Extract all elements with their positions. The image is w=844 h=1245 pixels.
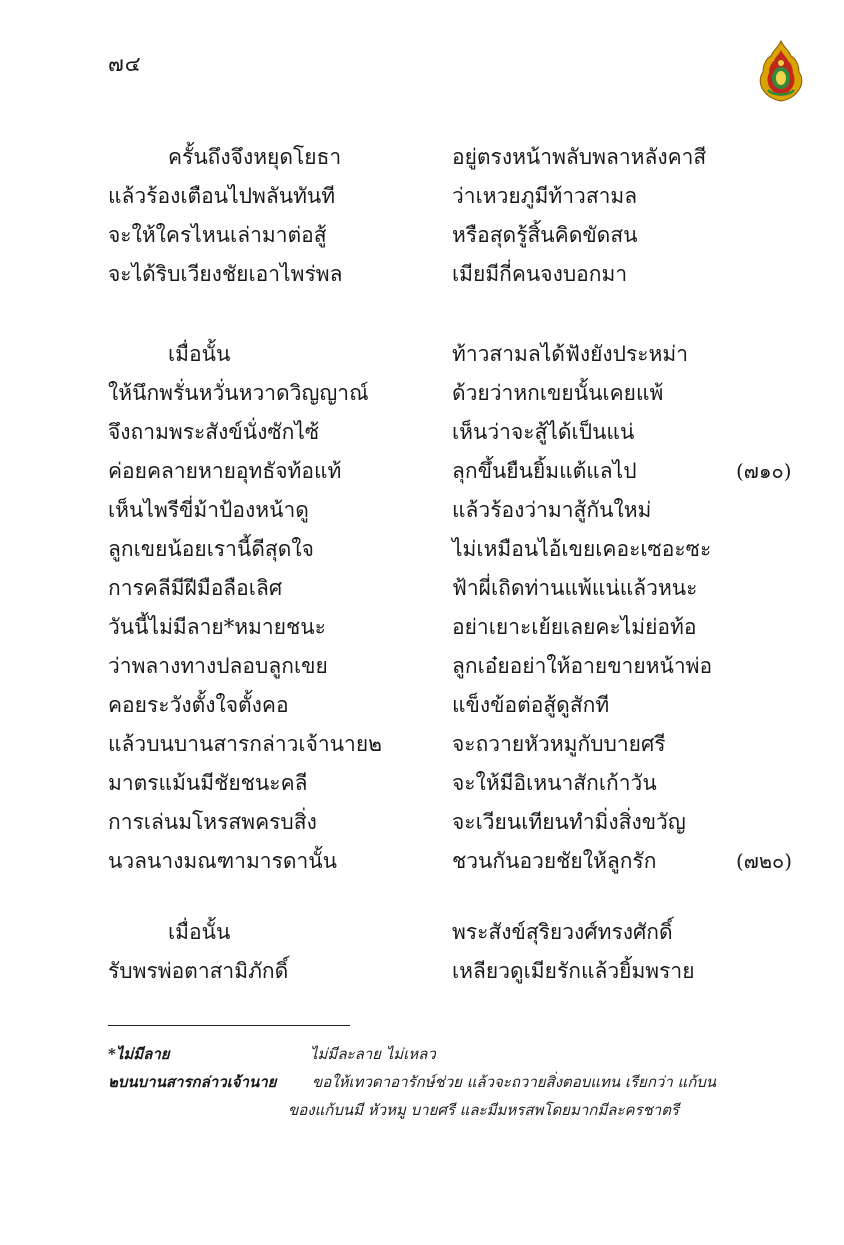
footnote-definition: ขอให้เทวดาอารักษ์ช่วย แล้วจะถวายสิ่งตอบแทน เรียกว่า แก้บน	[312, 1073, 717, 1091]
verse-line	[0, 177, 844, 216]
verse-right: จะเวียนเทียนทำมิ่งสิ่งขวัญ	[452, 810, 686, 834]
verse-left: จะได้ริบเวียงชัยเอาไพร่พล	[108, 262, 343, 286]
verse-right: ฟ้าผี่เถิดท่านแพ้แน่แล้วหนะ	[452, 576, 698, 600]
verse-left: การคลีมีฝีมือลือเลิศ	[108, 576, 283, 600]
footnote-term: *ไม่มีลาย	[108, 1045, 170, 1063]
verse-right: จะให้มีอิเหนาสักเก้าวัน	[452, 771, 657, 795]
verse-right: แล้วร้องว่ามาสู้กันใหม่	[452, 498, 652, 522]
footnote-divider	[108, 1025, 350, 1026]
verse-line	[0, 255, 844, 294]
verse-line	[0, 413, 844, 452]
footnote-continuation: ของแก้บนมี หัวหมู บายศรี และมีมหรสพโดยมากมีละครชาตรี	[288, 1101, 679, 1119]
verse-line	[0, 216, 844, 255]
stanza-2	[0, 335, 844, 881]
verse-right: ลุกขึ้นยืนยิ้มแต้แลไป	[452, 459, 637, 483]
verse-right: หรือสุดรู้สิ้นคิดขัดสน	[452, 223, 638, 247]
verse-right: แข็งข้อต่อสู้ดูสักที	[452, 693, 610, 717]
verse-left: เห็นไพรีขี่ม้าป้องหน้าดู	[108, 498, 309, 522]
verse-right: พระสังข์สุริยวงศ์ทรงศักดิ์	[452, 920, 673, 944]
verse-left: เมื่อนั้น	[168, 920, 231, 944]
footnote-term: ๒บนบานสารกล่าวเจ้านาย	[108, 1073, 277, 1091]
verse-left: แล้วบนบานสารกล่าวเจ้านาย๒	[108, 732, 382, 756]
verse-right: จะถวายหัวหมูกับบายศรี	[452, 732, 666, 756]
verse-left: แล้วร้องเตือนไปพลันทันที	[108, 184, 336, 208]
verse-line	[0, 842, 844, 881]
verse-right: อยู่ตรงหน้าพลับพลาหลังคาสี	[452, 145, 707, 169]
verse-right: ท้าวสามลได้ฟังยังประหม่า	[452, 342, 688, 366]
verse-line	[0, 725, 844, 764]
verse-left: จึงถามพระสังข์นั่งซักไซ้	[108, 420, 320, 444]
verse-line	[0, 335, 844, 374]
verse-line	[0, 647, 844, 686]
verse-line	[0, 569, 844, 608]
verse-line	[0, 608, 844, 647]
verse-right: ด้วยว่าหกเขยนั้นเคยแพ้	[452, 381, 664, 405]
verse-line	[0, 138, 844, 177]
footnote-continuation-row	[0, 1096, 844, 1124]
stanza-3	[0, 913, 844, 991]
verse-left: มาตรแม้นมีชัยชนะคลี	[108, 771, 308, 795]
verse-left: ให้นึกพรั่นหวั่นหวาดวิญญาณ์	[108, 381, 369, 405]
footnote	[0, 1040, 844, 1068]
verse-line	[0, 952, 844, 991]
verse-line	[0, 686, 844, 725]
verse-right: เมียมีกี่คนจงบอกมา	[452, 262, 628, 286]
verse-left: ครั้นถึงจึงหยุดโยธา	[168, 145, 342, 169]
verse-left: ค่อยคลายหายอุทธัจท้อแท้	[108, 459, 342, 483]
verse-line	[0, 803, 844, 842]
verse-left: การเล่นมโหรสพครบสิ่ง	[108, 810, 317, 834]
verse-right: ไม่เหมือนไอ้เขยเคอะเซอะซะ	[452, 537, 712, 561]
verse-right: อย่าเยาะเย้ยเลยคะไม่ย่อท้อ	[452, 615, 697, 639]
verse-line	[0, 913, 844, 952]
verse-left: คอยระวังตั้งใจตั้งคอ	[108, 693, 289, 717]
verse-left: จะให้ใครไหนเล่ามาต่อสู้	[108, 223, 327, 247]
verse-right: ลูกเอ๋ยอย่าให้อายขายหน้าพ่อ	[452, 654, 713, 678]
stanza-1	[0, 138, 844, 294]
thai-crest-emblem-icon	[758, 40, 804, 102]
verse-left: วันนี้ไม่มีลาย*หมายชนะ	[108, 615, 326, 639]
verse-right: ชวนกันอวยชัยให้ลูกรัก	[452, 849, 657, 873]
verse-left: ว่าพลางทางปลอบลูกเขย	[108, 654, 328, 678]
verse-right: ว่าเหวยภูมีท้าวสามล	[452, 184, 638, 208]
verse-left: รับพรพ่อตาสามิภักดิ์	[108, 959, 289, 983]
verse-line	[0, 452, 844, 491]
verse-right: เหลียวดูเมียรักแล้วยิ้มพราย	[452, 959, 695, 983]
footnote-definition: ไม่มีละลาย ไม่เหลว	[310, 1045, 436, 1063]
verse-line	[0, 764, 844, 803]
footnote	[0, 1068, 844, 1096]
verse-left: เมื่อนั้น	[168, 342, 231, 366]
verse-left: ลูกเขยน้อยเรานี้ดีสุดใจ	[108, 537, 314, 561]
verse-number: (๗๑๐)	[736, 459, 792, 483]
verse-right: เห็นว่าจะสู้ได้เป็นแน่	[452, 420, 635, 444]
verse-line	[0, 530, 844, 569]
verse-number: (๗๒๐)	[736, 849, 793, 873]
verse-left: นวลนางมณฑามารดานั้น	[108, 849, 338, 873]
page-number: ๗๔	[108, 52, 142, 76]
footnotes	[0, 1040, 844, 1124]
verse-line	[0, 491, 844, 530]
verse-line	[0, 374, 844, 413]
